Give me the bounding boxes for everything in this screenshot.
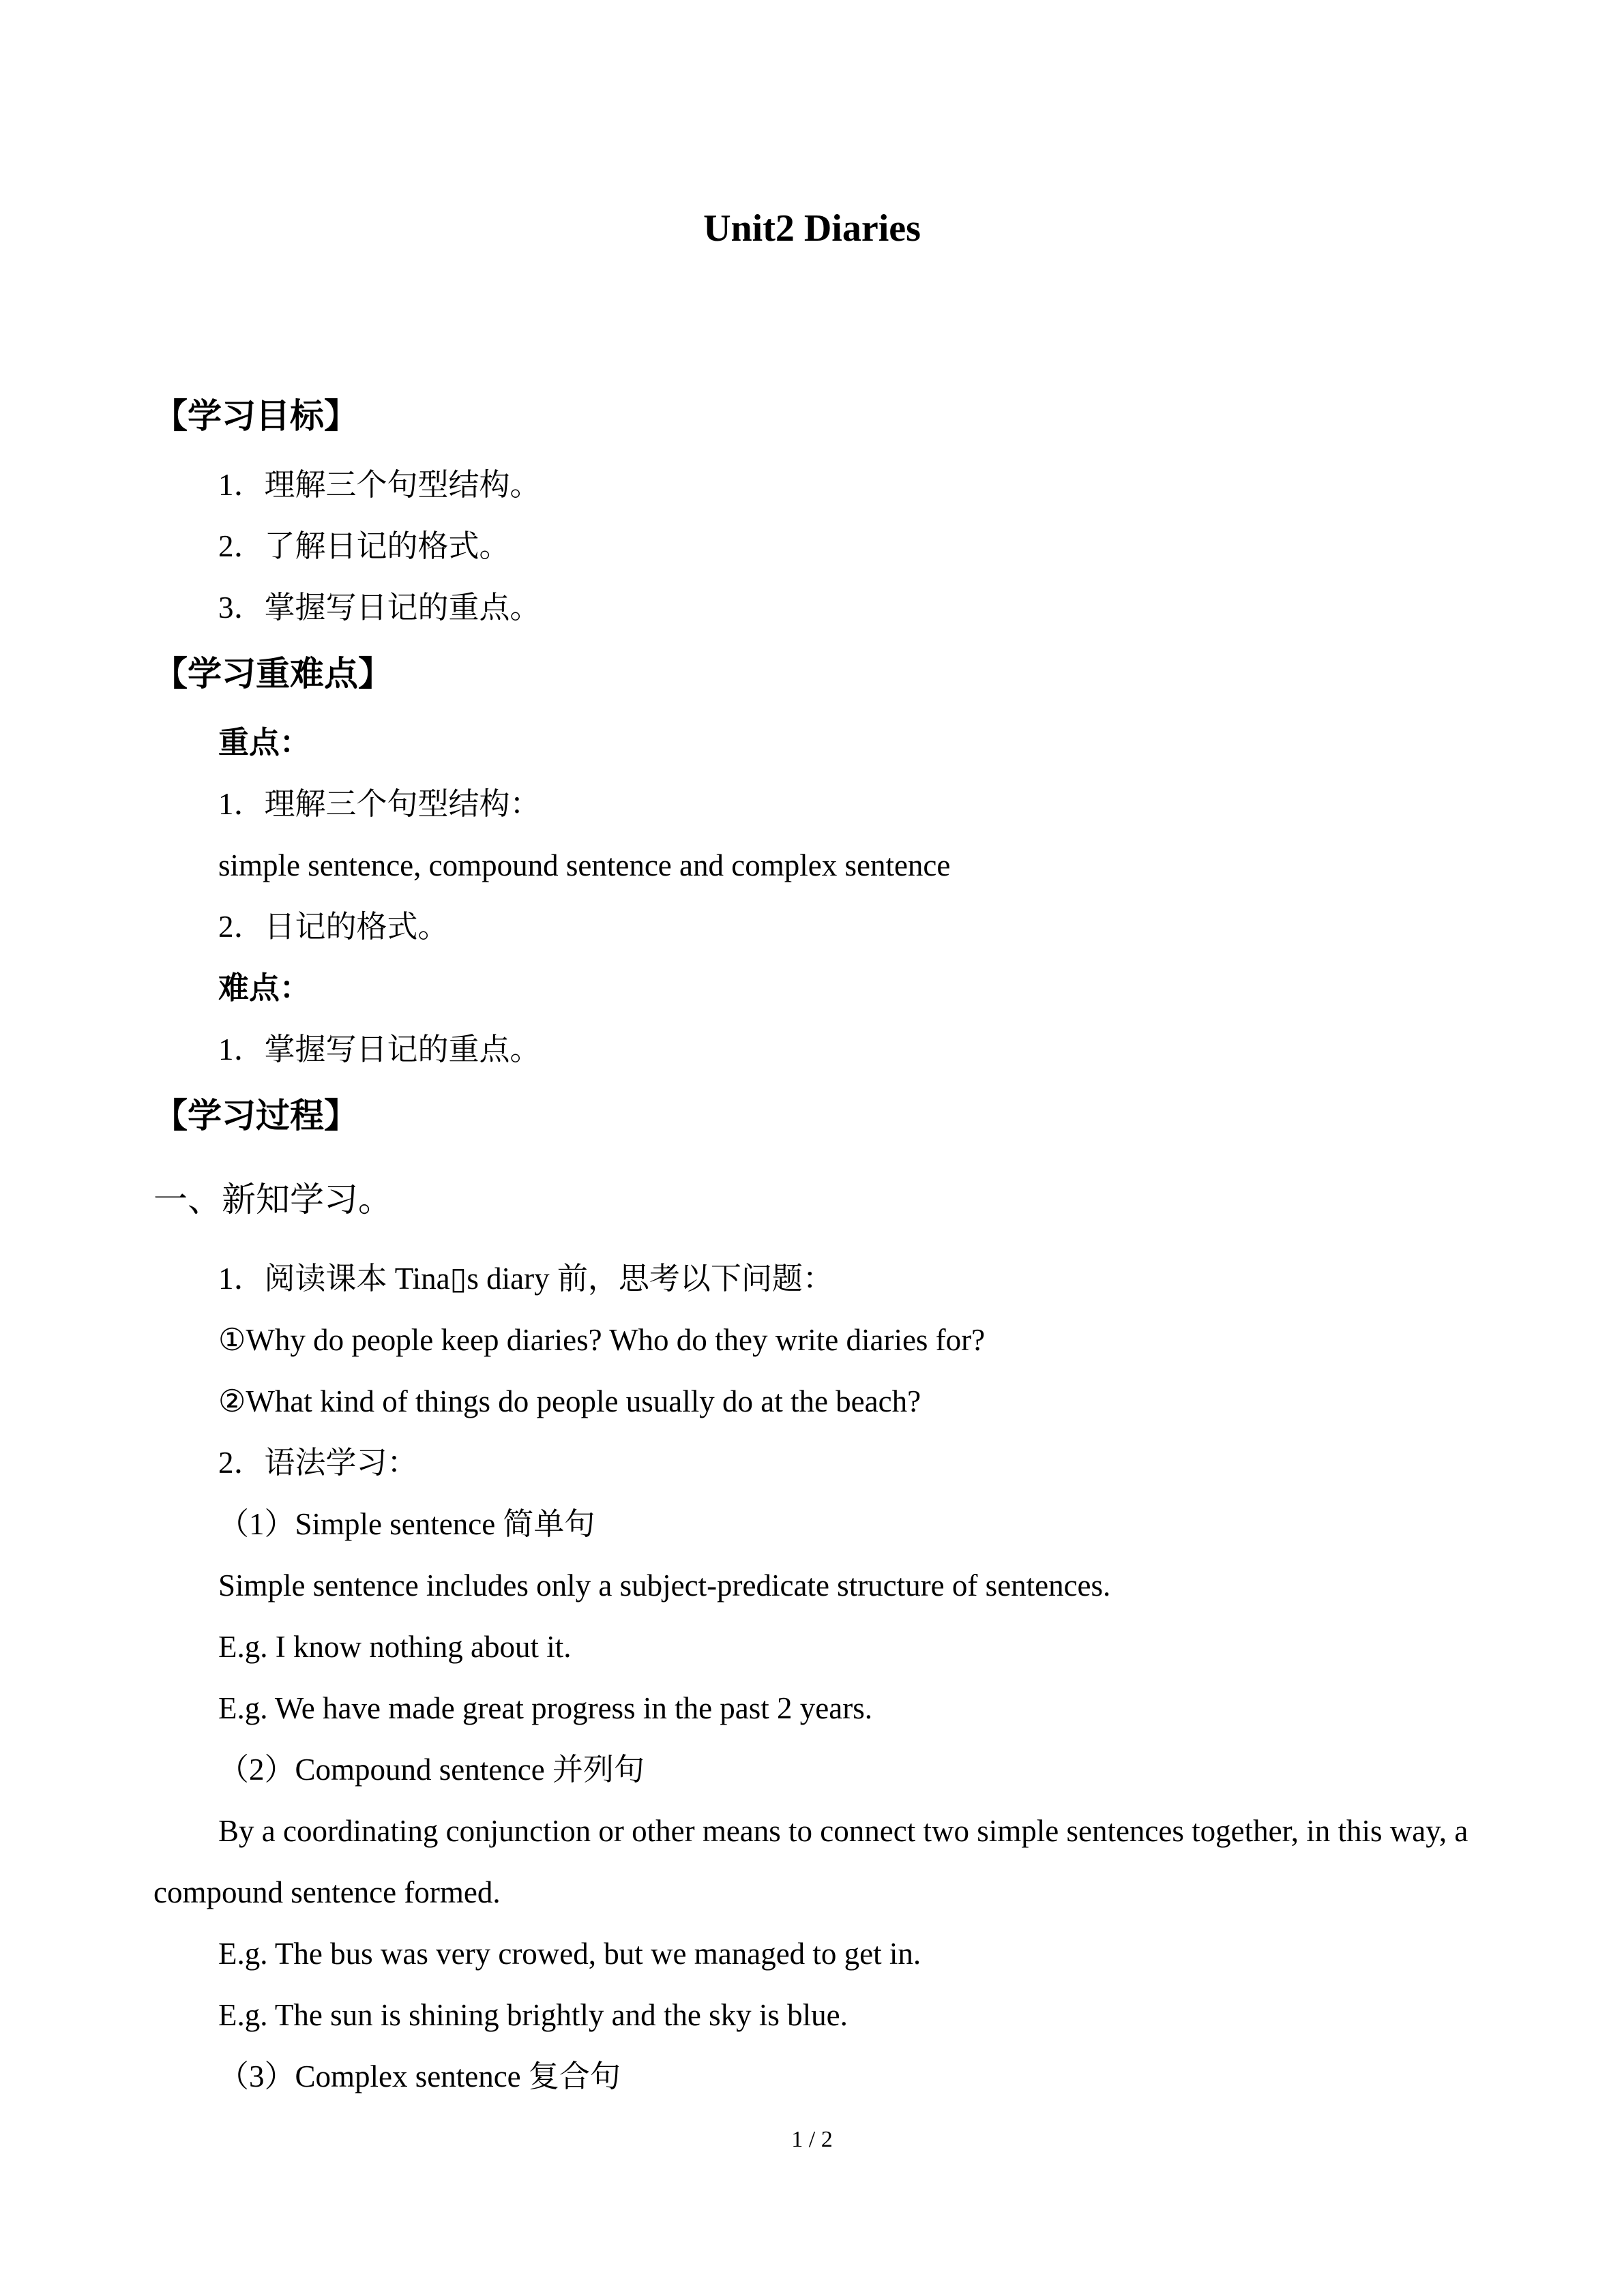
paragraph: ②What kind of things do people usually do at the beach? [218,1384,921,1418]
paragraph: E.g. We have made great progress in the past 2 years. [218,1691,872,1725]
paragraph: ①Why do people keep diaries? Who do they write diaries for? [218,1323,986,1357]
section-heading-goals: 【学习目标】 [153,397,358,435]
section-heading-focus: 【学习重难点】 [153,655,392,693]
paragraph: By a coordinating conjunction or other means to connect two simple sentences together, in this way, a compound sentence formed. [153,1814,1468,1909]
paragraph: Simple sentence includes only a subject-predicate structure of sentences. [218,1568,1111,1602]
process-part-title: 一、新知学习。 [153,1180,392,1219]
paragraph: （2）Compound sentence 并列句 [218,1753,645,1787]
paragraph: E.g. I know nothing about it. [218,1630,572,1664]
section-heading-process: 【学习过程】 [153,1097,358,1135]
paragraph: （1）Simple sentence 简单句 [218,1507,595,1541]
difficult-point-item: 1．掌握写日记的重点。 [218,1032,541,1067]
difficult-points-label: 难点： [218,971,311,1005]
goal-item: 1．理解三个句型结构。 [218,468,541,502]
paragraph: 1．阅读课本 Tina▯s diary 前，思考以下问题： [218,1262,833,1296]
goal-item: 2．了解日记的格式。 [218,529,510,563]
paragraph: （3）Complex sentence 复合句 [218,2059,621,2093]
paragraph: E.g. The bus was very crowed, but we managed to get in. [218,1937,921,1971]
page-number: 1 / 2 [791,2127,833,2152]
key-point-item: 1．理解三个句型结构： [218,787,541,821]
key-points-label: 重点： [218,726,311,760]
goal-item: 3．掌握写日记的重点。 [218,591,541,625]
key-point-item: simple sentence, compound sentence and complex sentence [218,848,951,882]
paragraph: E.g. The sun is shining brightly and the sky is blue. [218,1998,848,2032]
paragraph: 2．语法学习： [218,1446,418,1480]
key-point-item: 2．日记的格式。 [218,910,449,944]
document-title: Unit2 Diaries [703,207,921,250]
